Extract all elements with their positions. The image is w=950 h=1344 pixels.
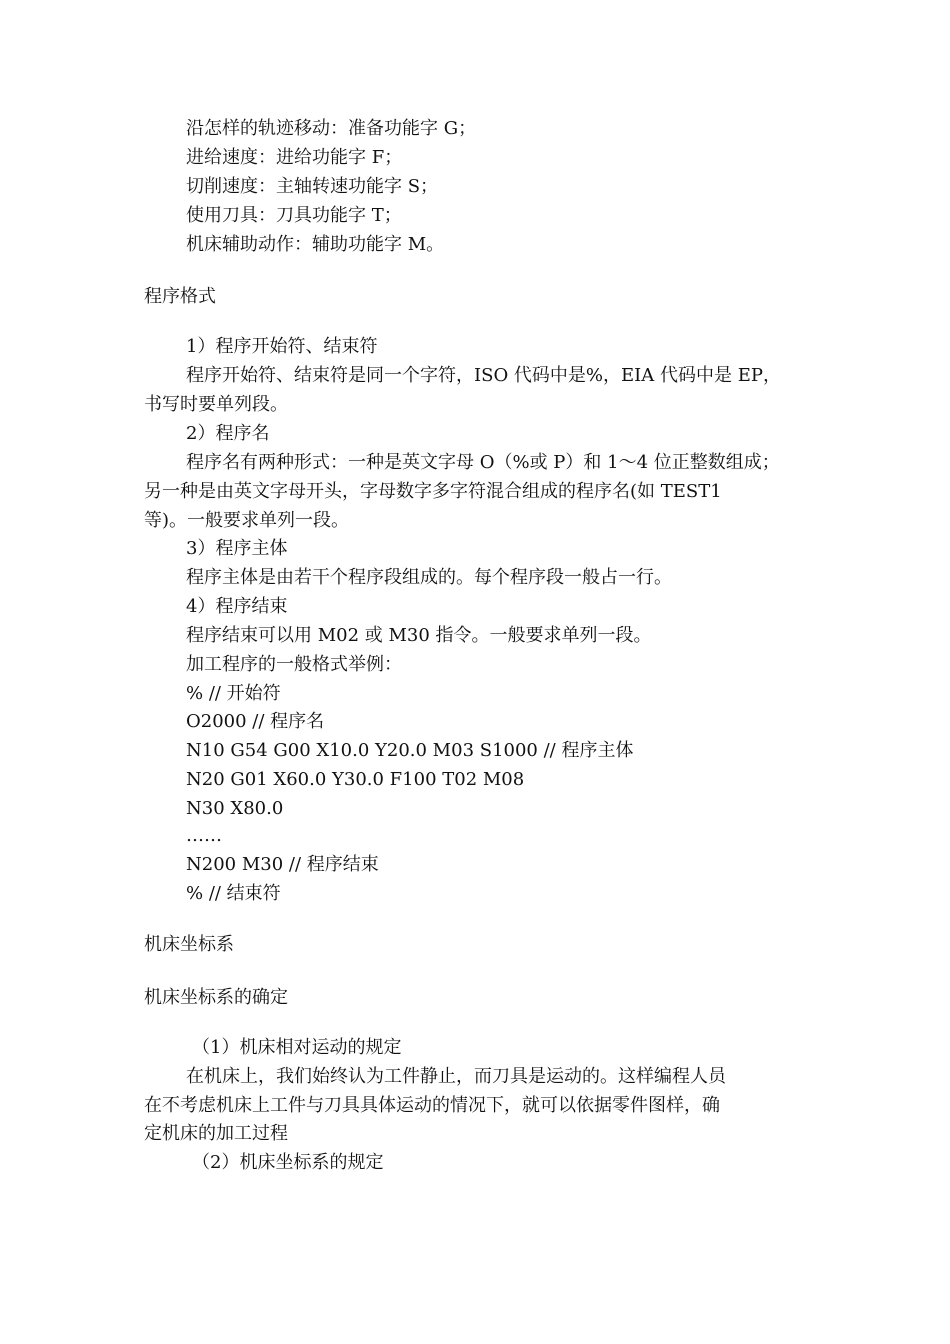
paragraph-line: 程序结束可以用 M02 或 M30 指令。一般要求单列一段。 bbox=[186, 625, 652, 646]
paragraph-line: 另一种是由英文字母开头，字母数字多字符混合组成的程序名(如 TEST1 bbox=[144, 481, 722, 502]
paragraph-line: 在不考虑机床上工件与刀具具体运动的情况下，就可以依据零件图样，确 bbox=[144, 1095, 720, 1116]
subsection-title: 4）程序结束 bbox=[186, 596, 288, 617]
intro-line: 沿怎样的轨迹移动：准备功能字 G； bbox=[186, 118, 477, 139]
code-line: % // 开始符 bbox=[186, 683, 281, 704]
subsection-title: （2）机床坐标系的规定 bbox=[192, 1152, 384, 1173]
paragraph-line: 程序开始符、结束符是同一个字符，ISO 代码中是%，EIA 代码中是 EP， bbox=[186, 365, 781, 386]
subsection-title: 1）程序开始符、结束符 bbox=[186, 336, 378, 357]
code-line: N30 X80.0 bbox=[186, 798, 284, 819]
paragraph-line: 在机床上，我们始终认为工件静止，而刀具是运动的。这样编程人员 bbox=[186, 1066, 726, 1087]
code-line: N20 G01 X60.0 Y30.0 F100 T02 M08 bbox=[186, 769, 525, 790]
code-line: % // 结束符 bbox=[186, 883, 281, 904]
code-line: N10 G54 G00 X10.0 Y20.0 M03 S1000 // 程序主体 bbox=[186, 740, 634, 761]
paragraph-line: 书写时要单列段。 bbox=[144, 394, 288, 415]
section-heading: 程序格式 bbox=[144, 286, 216, 307]
code-line: O2000 // 程序名 bbox=[186, 711, 325, 732]
example-intro: 加工程序的一般格式举例： bbox=[186, 654, 402, 675]
subsection-title: 2）程序名 bbox=[186, 423, 270, 444]
code-line: N200 M30 // 程序结束 bbox=[186, 854, 379, 875]
paragraph-line: 定机床的加工过程 bbox=[144, 1123, 288, 1144]
section-heading: 机床坐标系的确定 bbox=[144, 987, 288, 1008]
intro-line: 使用刀具：刀具功能字 T； bbox=[186, 205, 402, 226]
paragraph-line: 程序主体是由若干个程序段组成的。每个程序段一般占一行。 bbox=[186, 567, 672, 588]
intro-line: 机床辅助动作：辅助功能字 M。 bbox=[186, 234, 445, 255]
intro-line: 切削速度：主轴转速功能字 S； bbox=[186, 176, 439, 197]
section-heading: 机床坐标系 bbox=[144, 934, 234, 955]
intro-line: 进给速度：进给功能字 F； bbox=[186, 147, 403, 168]
code-line: …… bbox=[186, 825, 222, 846]
subsection-title: （1）机床相对运动的规定 bbox=[192, 1037, 402, 1058]
paragraph-line: 等)。一般要求单列一段。 bbox=[144, 510, 350, 531]
paragraph-line: 程序名有两种形式：一种是英文字母 O（%或 P）和 1～4 位正整数组成； bbox=[186, 452, 780, 473]
subsection-title: 3）程序主体 bbox=[186, 538, 288, 559]
